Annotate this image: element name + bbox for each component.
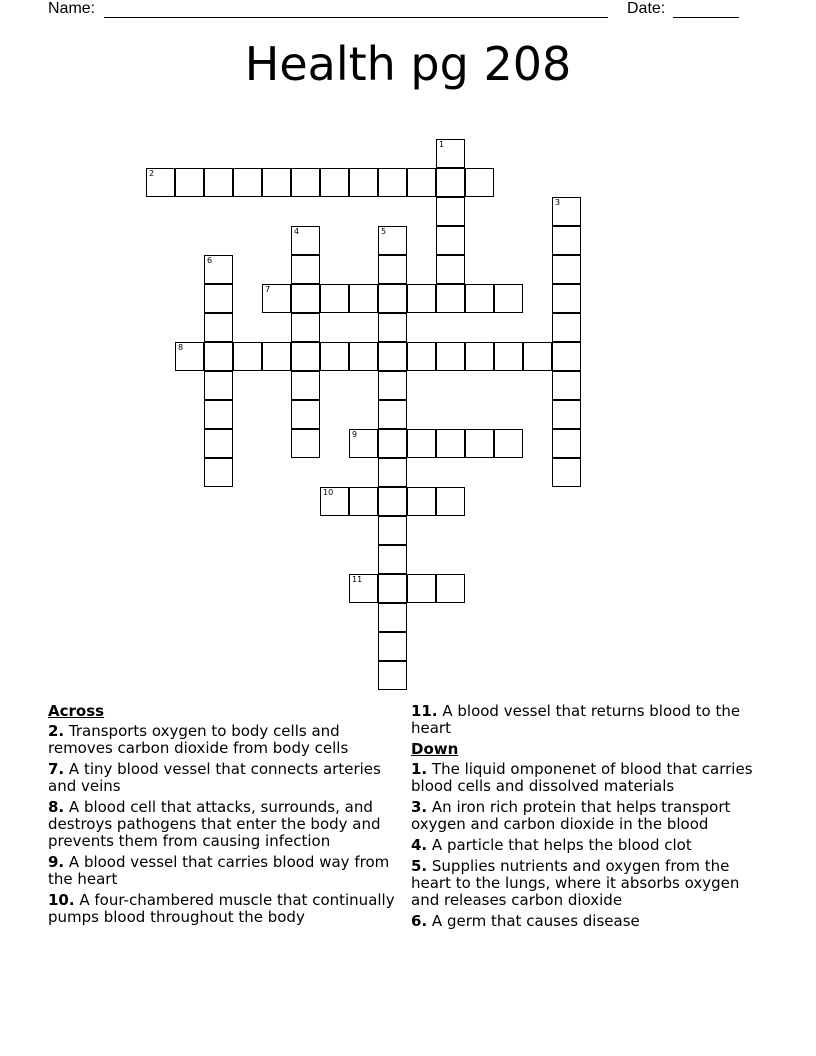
date-label: Date: <box>627 0 666 17</box>
crossword-cell[interactable] <box>407 429 436 458</box>
crossword-cell[interactable] <box>436 429 465 458</box>
crossword-cell[interactable] <box>204 429 233 458</box>
clue-text: A blood vessel that carries blood way from the heart <box>48 853 390 888</box>
crossword-cell[interactable] <box>204 371 233 400</box>
crossword-cell[interactable] <box>494 429 523 458</box>
clue-text: A tiny blood vessel that connects arteries and veins <box>48 760 381 795</box>
clue-text: A blood cell that attacks, surrounds, and destroys pathogens that enter the body and prevents them from causing infection <box>48 798 381 850</box>
crossword-cell[interactable] <box>378 400 407 429</box>
crossword-cell[interactable] <box>349 487 378 516</box>
across-clue-list-continued <box>411 703 767 737</box>
clues-right-column <box>411 703 767 934</box>
crossword-cell[interactable] <box>320 168 349 197</box>
crossword-cell[interactable] <box>465 168 494 197</box>
crossword-cell[interactable] <box>291 342 320 371</box>
down-heading: Down <box>411 740 459 758</box>
crossword-cell[interactable] <box>552 429 581 458</box>
down-clue <box>411 799 767 833</box>
crossword-cell[interactable] <box>378 603 407 632</box>
crossword-cell[interactable] <box>291 313 320 342</box>
clue-number: 11 <box>352 575 363 584</box>
clue-number-label: 11. <box>411 702 438 720</box>
crossword-cell[interactable] <box>349 429 378 458</box>
crossword-cell[interactable] <box>378 574 407 603</box>
down-clue <box>411 858 767 909</box>
crossword-cell[interactable] <box>436 574 465 603</box>
down-clue <box>411 761 767 795</box>
clue-number: 9 <box>352 430 358 439</box>
crossword-cell[interactable] <box>552 371 581 400</box>
crossword-cell[interactable] <box>291 429 320 458</box>
crossword-cell[interactable] <box>436 139 465 168</box>
clue-number: 5 <box>381 227 387 236</box>
clue-number-label: 7. <box>48 760 65 778</box>
crossword-cell[interactable] <box>407 574 436 603</box>
name-label: Name: <box>48 0 96 17</box>
clue-number: 10 <box>323 488 334 497</box>
crossword-cell[interactable] <box>552 342 581 371</box>
crossword-cell[interactable] <box>378 168 407 197</box>
clue-number-label: 8. <box>48 798 65 816</box>
down-clue <box>411 913 767 930</box>
crossword-cell[interactable] <box>349 574 378 603</box>
crossword-cell[interactable] <box>204 284 233 313</box>
crossword-cell[interactable] <box>378 313 407 342</box>
crossword-cell[interactable] <box>552 226 581 255</box>
crossword-cell[interactable] <box>407 168 436 197</box>
crossword-cell[interactable] <box>349 342 378 371</box>
crossword-cell[interactable] <box>146 168 175 197</box>
crossword-cell[interactable] <box>436 284 465 313</box>
clue-text: Transports oxygen to body cells and removes carbon dioxide from body cells <box>48 722 349 757</box>
across-clue <box>48 799 404 850</box>
clue-text: A blood vessel that returns blood to the heart <box>411 702 741 737</box>
clue-number: 7 <box>265 285 271 294</box>
crossword-cell[interactable] <box>233 168 262 197</box>
clue-number-label: 2. <box>48 722 65 740</box>
across-clue-list <box>48 723 404 926</box>
crossword-cell[interactable] <box>320 284 349 313</box>
down-clue <box>411 837 767 854</box>
clue-text: A four-chambered muscle that continually pumps blood throughout the body <box>48 891 395 926</box>
crossword-cell[interactable] <box>378 429 407 458</box>
crossword-cell[interactable] <box>204 400 233 429</box>
crossword-cell[interactable] <box>378 371 407 400</box>
crossword-cell[interactable] <box>204 168 233 197</box>
crossword-cell[interactable] <box>291 284 320 313</box>
crossword-cell[interactable] <box>291 400 320 429</box>
crossword-cell[interactable] <box>291 226 320 255</box>
clue-number: 8 <box>178 343 184 352</box>
crossword-cell[interactable] <box>204 313 233 342</box>
crossword-cell[interactable] <box>233 342 262 371</box>
crossword-cell[interactable] <box>436 197 465 226</box>
clue-number-label: 5. <box>411 857 428 875</box>
clue-number-label: 4. <box>411 836 428 854</box>
clue-number: 6 <box>207 256 213 265</box>
crossword-cell[interactable] <box>175 342 204 371</box>
crossword-cell[interactable] <box>349 168 378 197</box>
crossword-cell[interactable] <box>320 342 349 371</box>
crossword-cell[interactable] <box>349 284 378 313</box>
clue-text: The liquid omponenet of blood that carries blood cells and dissolved materials <box>411 760 753 795</box>
crossword-cell[interactable] <box>465 284 494 313</box>
crossword-cell[interactable] <box>291 255 320 284</box>
crossword-cell[interactable] <box>262 168 291 197</box>
across-clue <box>48 723 404 757</box>
crossword-cell[interactable] <box>436 487 465 516</box>
crossword-cell[interactable] <box>523 342 552 371</box>
crossword-cell[interactable] <box>291 168 320 197</box>
clue-number: 4 <box>294 227 300 236</box>
crossword-cell[interactable] <box>552 284 581 313</box>
across-clue <box>48 892 404 926</box>
crossword-cell[interactable] <box>204 342 233 371</box>
clue-number-label: 1. <box>411 760 428 778</box>
down-clue-list <box>411 761 767 930</box>
crossword-cell[interactable] <box>465 342 494 371</box>
page-title: Health pg 208 <box>244 37 572 91</box>
crossword-cell[interactable] <box>494 284 523 313</box>
crossword-cell[interactable] <box>407 342 436 371</box>
crossword-cell[interactable] <box>552 197 581 226</box>
clue-number: 3 <box>555 198 561 207</box>
clue-number-label: 6. <box>411 912 428 930</box>
across-heading: Across <box>48 702 105 720</box>
crossword-cell[interactable] <box>378 284 407 313</box>
clue-text: Supplies nutrients and oxygen from the heart to the lungs, where it absorbs oxygen and releases carbon dioxide <box>411 857 740 909</box>
crossword-cell[interactable] <box>291 371 320 400</box>
clue-number: 2 <box>149 169 155 178</box>
crossword-cell[interactable] <box>378 545 407 574</box>
crossword-cell[interactable] <box>436 226 465 255</box>
clue-number-label: 9. <box>48 853 65 871</box>
clue-number: 1 <box>439 140 445 149</box>
crossword-cell[interactable] <box>378 342 407 371</box>
crossword-cell[interactable] <box>262 342 291 371</box>
crossword-cell[interactable] <box>407 284 436 313</box>
crossword-cell[interactable] <box>175 168 204 197</box>
crossword-cell[interactable] <box>378 516 407 545</box>
crossword-cell[interactable] <box>378 226 407 255</box>
across-clue <box>48 761 404 795</box>
clue-text: A particle that helps the blood clot <box>427 836 692 854</box>
crossword-cell[interactable] <box>552 255 581 284</box>
crossword-cell[interactable] <box>494 342 523 371</box>
crossword-cell[interactable] <box>465 429 494 458</box>
crossword-cell[interactable] <box>436 342 465 371</box>
crossword-cell[interactable] <box>204 255 233 284</box>
crossword-cell[interactable] <box>378 632 407 661</box>
crossword-cell[interactable] <box>378 661 407 690</box>
clue-text: A germ that causes disease <box>427 912 640 930</box>
clue-text: An iron rich protein that helps transport oxygen and carbon dioxide in the blood <box>411 798 731 833</box>
crossword-cell[interactable] <box>407 487 436 516</box>
crossword-cell[interactable] <box>262 284 291 313</box>
clue-number-label: 10. <box>48 891 75 909</box>
clues-left-column <box>48 703 404 930</box>
crossword-cell[interactable] <box>378 487 407 516</box>
crossword-cell[interactable] <box>552 400 581 429</box>
crossword-cell[interactable] <box>552 313 581 342</box>
crossword-cell[interactable] <box>378 458 407 487</box>
crossword-cell[interactable] <box>552 458 581 487</box>
across-clue <box>48 854 404 888</box>
crossword-cell[interactable] <box>378 255 407 284</box>
across-clue <box>411 703 767 737</box>
crossword-cell[interactable] <box>436 168 465 197</box>
crossword-cell[interactable] <box>320 487 349 516</box>
crossword-cell[interactable] <box>204 458 233 487</box>
clue-number-label: 3. <box>411 798 428 816</box>
crossword-cell[interactable] <box>436 255 465 284</box>
